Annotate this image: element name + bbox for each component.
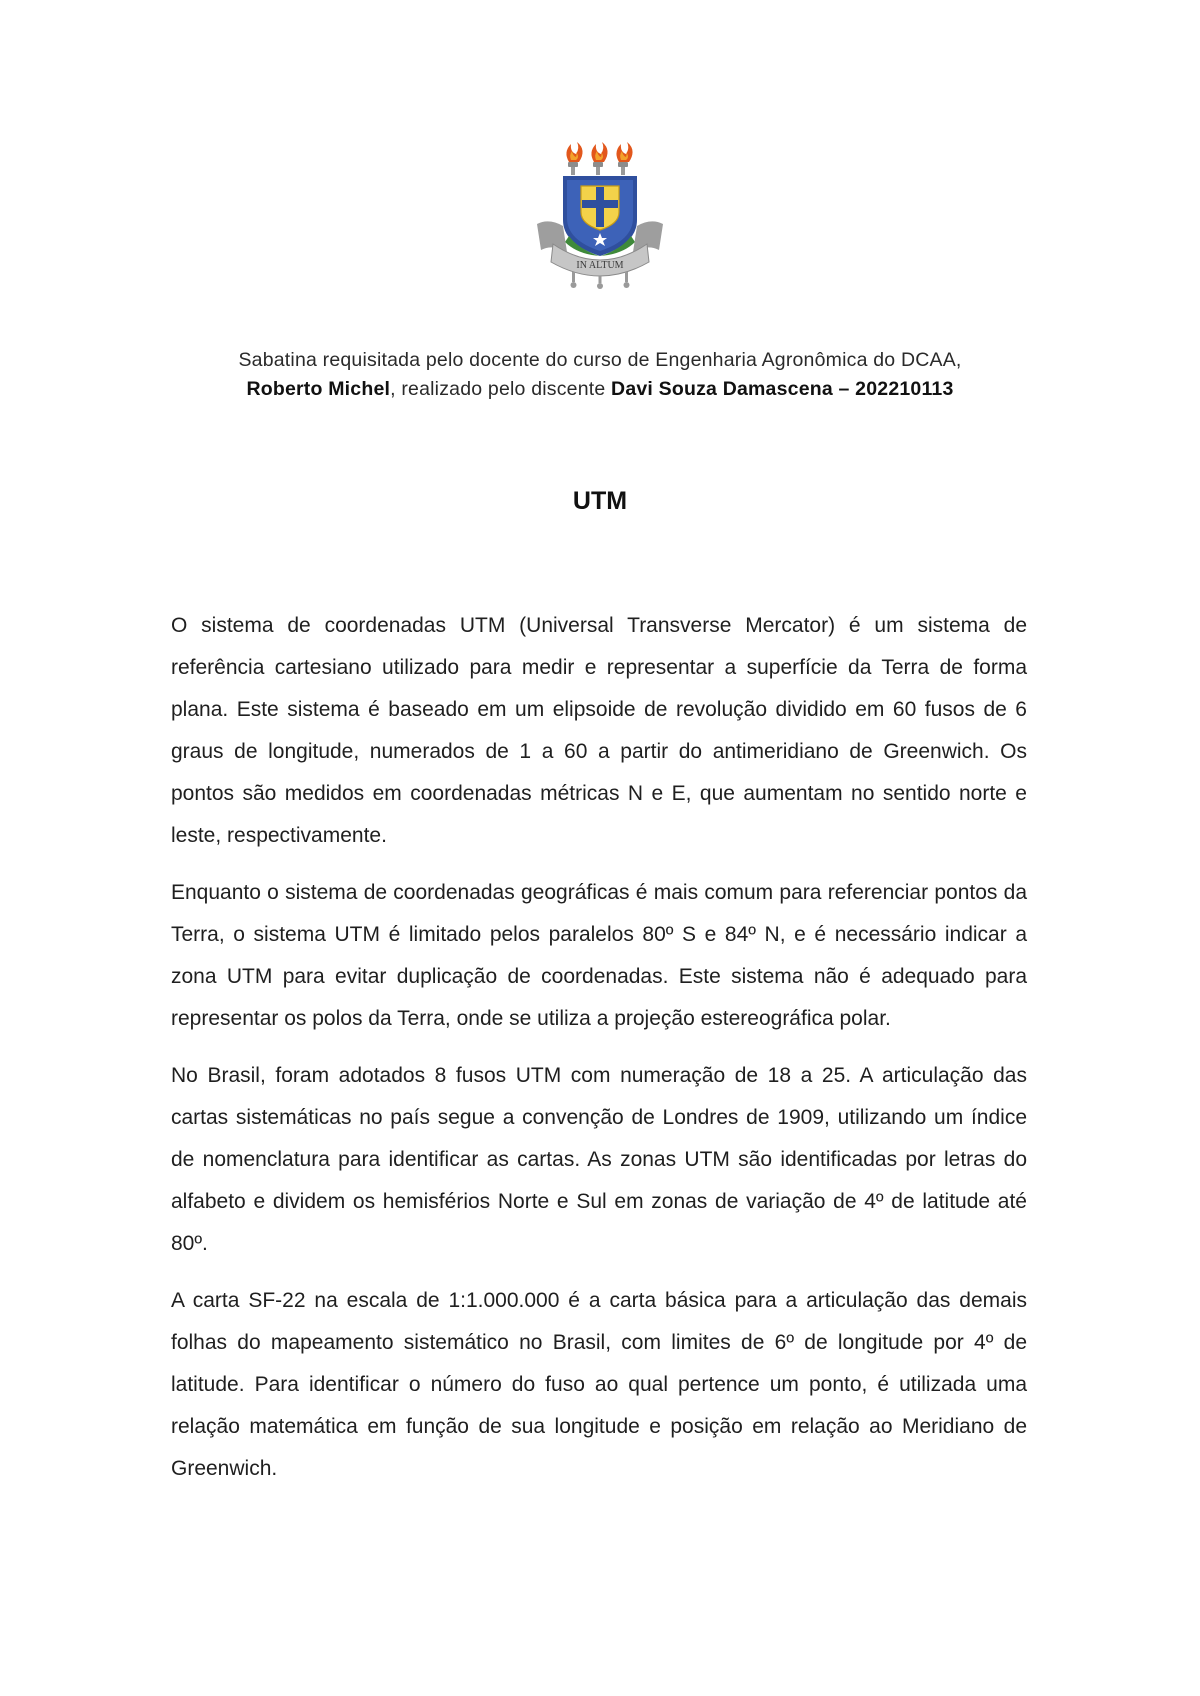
torch-icon (591, 142, 607, 175)
motto-text: IN ALTUM (576, 260, 624, 271)
paragraph: Enquanto o sistema de coordenadas geográficas é mais comum para referenciar pontos da Terra, o sistema UTM é limitado pelos paralelos 80º S e 84º N, e é necessário indicar a zona UTM para evitar duplicação de coordenadas. Este sistema não é adequado para representar os polos da Terra, onde se utiliza a projeção estereográfica polar. (171, 881, 1027, 1030)
university-seal-logo (535, 140, 665, 290)
paragraph: O sistema de coordenadas UTM (Universal Transverse Mercator) é um sistema de referência cartesiano utilizado para medir e representar a superfície da Terra de forma plana. Este sistema é baseado em um elipsoide de revolução dividido em 60 fusos de 6 graus de longitude, numerados de 1 a 60 a partir do antimeridiano de Greenwich. Os pontos são medidos em coordenadas métricas N e E, que aumentam no sentido norte e leste, respectivamente. (171, 614, 1027, 847)
intro-line-1: Sabatina requisitada pelo docente do curso de Engenharia Agronômica do DCAA, (238, 349, 962, 371)
paragraph: A carta SF-22 na escala de 1:1.000.000 é a carta básica para a articulação das demais folhas do mapeamento sistemático no Brasil, com limites de 6º de longitude por 4º de latitude. Para identificar o número do fuso ao qual pertence um ponto, é utilizada uma relação matemática em função de sua longitude e posição em relação ao Meridiano de Greenwich. (171, 1289, 1027, 1480)
paragraph: No Brasil, foram adotados 8 fusos UTM com numeração de 18 a 25. A articulação das cartas sistemáticas no país segue a convenção de Londres de 1909, utilizando um índice de nomenclatura para identificar as cartas. As zonas UTM são identificadas por letras do alfabeto e dividem os hemisférios Norte e Sul em zonas de variação de 4º de latitude até 80º. (171, 1064, 1027, 1255)
intro-middle-text: , realizado pelo discente (390, 378, 612, 400)
torch-icon (616, 142, 632, 175)
intro-text (150, 346, 1050, 404)
professor-name: Roberto Michel (246, 378, 391, 400)
document-title: UTM (572, 487, 628, 515)
student-name: Davi Souza Damascena – 202210113 (611, 378, 954, 400)
document-body (171, 605, 1027, 1505)
torch-icon (566, 142, 582, 175)
